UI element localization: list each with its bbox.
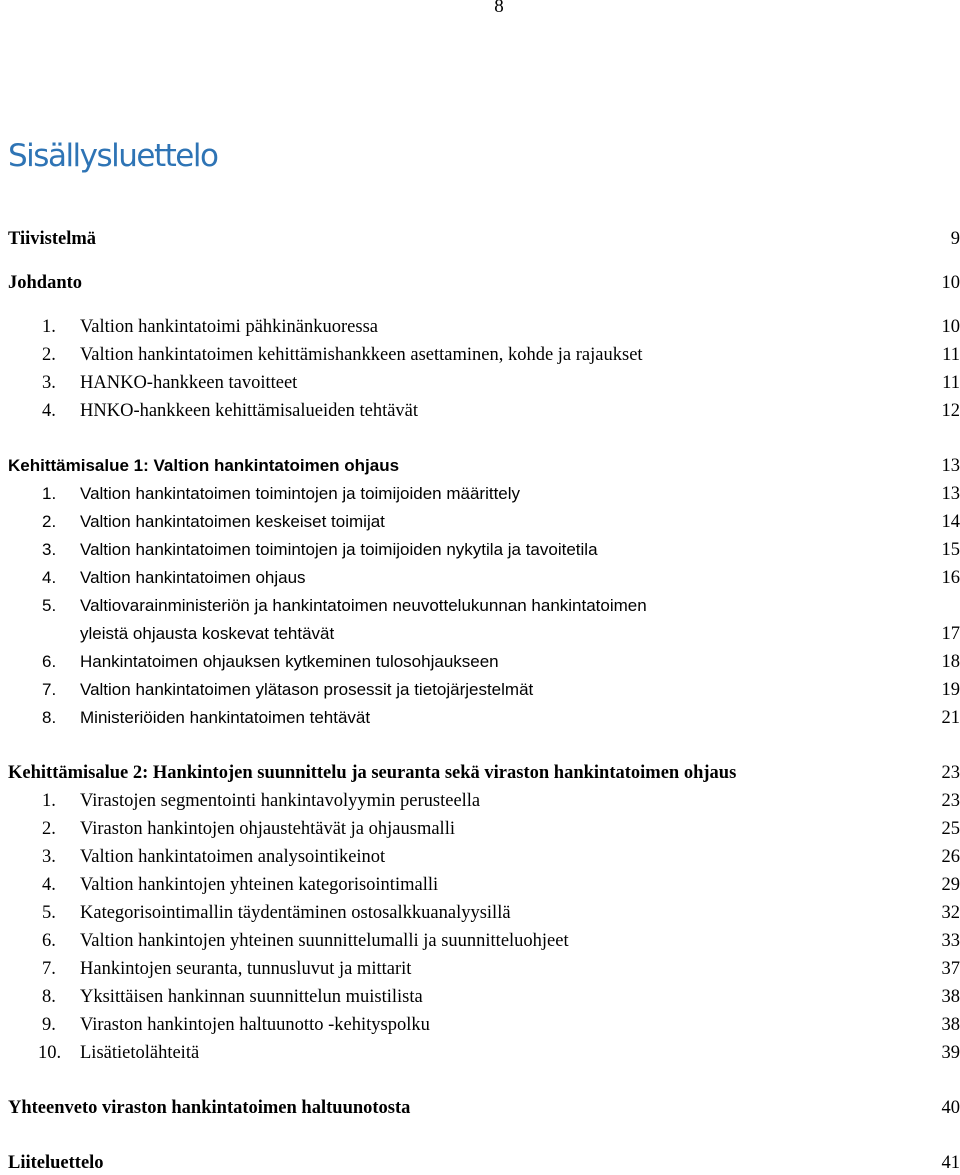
- toc-entry-page: 17: [942, 622, 960, 646]
- toc-entry[interactable]: [0, 566, 960, 590]
- toc-entry-number: 3.: [42, 845, 56, 869]
- toc-entry-page: 13: [942, 454, 960, 478]
- toc-entry-label: Valtion hankintatoimen ylätason prosessit ja tietojärjestelmät: [80, 678, 533, 702]
- toc-entry[interactable]: [0, 315, 960, 339]
- toc-entry-number: 4.: [42, 873, 56, 897]
- toc-entry-number: 5.: [42, 901, 56, 925]
- toc-entry[interactable]: [0, 650, 960, 674]
- toc-entry-appendices[interactable]: [0, 1151, 960, 1175]
- toc-entry-page: 13: [942, 482, 960, 506]
- toc-entry-number: 10.: [38, 1041, 61, 1065]
- toc-entry-page: 23: [942, 789, 960, 813]
- toc-entry-page: 11: [942, 343, 960, 367]
- toc-entry[interactable]: [0, 538, 960, 562]
- toc-entry[interactable]: [0, 510, 960, 534]
- toc-entry-page: 41: [942, 1151, 960, 1175]
- toc-entry-continuation[interactable]: [0, 622, 960, 646]
- toc-entry-page: 12: [942, 399, 960, 423]
- toc-entry-page: 23: [942, 761, 960, 785]
- toc-entry[interactable]: [0, 957, 960, 981]
- toc-entry-label: Lisätietolähteitä: [80, 1041, 199, 1065]
- page-number: 8: [0, 0, 960, 18]
- toc-entry-number: 9.: [42, 1013, 56, 1037]
- toc-entry-label: Valtion hankintatoimen toimintojen ja toimijoiden määrittely: [80, 482, 520, 506]
- toc-entry[interactable]: [0, 817, 960, 841]
- toc-entry-number: 4.: [42, 399, 56, 423]
- toc-entry-number: 2.: [42, 343, 56, 367]
- toc-entry-page: 37: [942, 957, 960, 981]
- toc-entry[interactable]: [0, 789, 960, 813]
- toc-entry-abstract[interactable]: [0, 227, 960, 251]
- toc-entry-label: Valtion hankintojen yhteinen suunnittelumalli ja suunnitteluohjeet: [80, 929, 569, 953]
- toc-entry[interactable]: [0, 594, 960, 618]
- toc-entry-label: Valtion hankintatoimen kehittämishankkeen asettaminen, kohde ja rajaukset: [80, 343, 643, 367]
- toc-entry-label: Viraston hankintojen haltuunotto -kehityspolku: [80, 1013, 430, 1037]
- toc-entry-label: Virastojen segmentointi hankintavolyymin perusteella: [80, 789, 480, 813]
- toc-entry-page: 18: [942, 650, 960, 674]
- toc-entry-label: Johdanto: [8, 271, 82, 295]
- toc-entry-label: Viraston hankintojen ohjaustehtävät ja ohjausmalli: [80, 817, 455, 841]
- toc-entry[interactable]: [0, 399, 960, 423]
- toc-entry-number: 7.: [42, 678, 56, 702]
- toc-entry-page: 38: [942, 1013, 960, 1037]
- toc-entry-label: Valtiovarainministeriön ja hankintatoimen neuvottelukunnan hankintatoimen: [80, 594, 647, 618]
- toc-entry[interactable]: [0, 678, 960, 702]
- toc-entry-number: 6.: [42, 929, 56, 953]
- toc-entry-page: 15: [942, 538, 960, 562]
- toc-entry-page: 9: [951, 227, 960, 251]
- toc-entry-page: 16: [942, 566, 960, 590]
- toc-entry[interactable]: [0, 343, 960, 367]
- toc-entry[interactable]: [0, 929, 960, 953]
- toc-entry[interactable]: [0, 1013, 960, 1037]
- toc-entry-summary[interactable]: [0, 1096, 960, 1120]
- toc-entry-number: 7.: [42, 957, 56, 981]
- toc-entry-page: 40: [942, 1096, 960, 1120]
- toc-entry-page: 21: [942, 706, 960, 730]
- toc-entry[interactable]: [0, 985, 960, 1009]
- toc-entry-number: 1.: [42, 315, 56, 339]
- toc-entry[interactable]: [0, 482, 960, 506]
- toc-entry-number: 4.: [42, 566, 56, 590]
- toc-entry-page: 29: [942, 873, 960, 897]
- toc-entry-page: 14: [942, 510, 960, 534]
- toc-entry-page: 11: [942, 371, 960, 395]
- toc-entry-introduction[interactable]: [0, 271, 960, 295]
- toc-entry-page: 26: [942, 845, 960, 869]
- toc-entry-label: Yhteenveto viraston hankintatoimen haltuunotosta: [8, 1096, 410, 1120]
- toc-entry-page: 10: [942, 315, 960, 339]
- toc-entry-number: 2.: [42, 817, 56, 841]
- toc-entry-page: 19: [942, 678, 960, 702]
- toc-entry-label: Yksittäisen hankinnan suunnittelun muistilista: [80, 985, 423, 1009]
- toc-entry-label: Hankintatoimen ohjauksen kytkeminen tulosohjaukseen: [80, 650, 499, 674]
- toc-entry-label: Valtion hankintatoimi pähkinänkuoressa: [80, 315, 378, 339]
- toc-entry-page: 33: [942, 929, 960, 953]
- toc-entry-label: HANKO-hankkeen tavoitteet: [80, 371, 297, 395]
- toc-section-development-area-2[interactable]: [0, 761, 960, 785]
- toc-entry-label: Valtion hankintatoimen ohjaus: [80, 566, 306, 590]
- page-title: Sisällysluettelo: [8, 138, 217, 174]
- toc-entry-page: 38: [942, 985, 960, 1009]
- toc-entry-page: 25: [942, 817, 960, 841]
- toc-entry[interactable]: [0, 706, 960, 730]
- toc-entry-number: 5.: [42, 594, 56, 618]
- toc-entry-label: Hankintojen seuranta, tunnusluvut ja mittarit: [80, 957, 411, 981]
- toc-entry[interactable]: [0, 873, 960, 897]
- toc-entry-label: Liiteluettelo: [8, 1151, 104, 1175]
- toc-entry-page: 32: [942, 901, 960, 925]
- toc-entry-page: 10: [942, 271, 960, 295]
- toc-entry-number: 8.: [42, 985, 56, 1009]
- toc-entry-label: Valtion hankintojen yhteinen kategorisointimalli: [80, 873, 438, 897]
- toc-entry-label: Kehittämisalue 1: Valtion hankintatoimen ohjaus: [8, 454, 399, 478]
- toc-entry-page: 39: [942, 1041, 960, 1065]
- toc-entry[interactable]: [0, 901, 960, 925]
- toc-entry-label: Valtion hankintatoimen keskeiset toimijat: [80, 510, 385, 534]
- toc-entry-label: Valtion hankintatoimen analysointikeinot: [80, 845, 385, 869]
- toc-entry-label: Kehittämisalue 2: Hankintojen suunnittelu ja seuranta sekä viraston hankintatoimen ohjaus: [8, 761, 736, 785]
- toc-entry-label: Kategorisointimallin täydentäminen ostosalkkuanalyysillä: [80, 901, 511, 925]
- toc-entry-number: 3.: [42, 371, 56, 395]
- toc-entry-number: 3.: [42, 538, 56, 562]
- toc-entry-label: Tiivistelmä: [8, 227, 96, 251]
- toc-entry-number: 8.: [42, 706, 56, 730]
- toc-entry[interactable]: [0, 845, 960, 869]
- toc-entry[interactable]: [0, 371, 960, 395]
- toc-section-development-area-1[interactable]: [0, 454, 960, 478]
- toc-entry-label: Ministeriöiden hankintatoimen tehtävät: [80, 706, 370, 730]
- toc-entry-number: 2.: [42, 510, 56, 534]
- toc-entry-label: HNKO-hankkeen kehittämisalueiden tehtävät: [80, 399, 418, 423]
- toc-entry-label: Valtion hankintatoimen toimintojen ja toimijoiden nykytila ja tavoitetila: [80, 538, 598, 562]
- toc-entry[interactable]: [0, 1041, 960, 1065]
- toc-entry-number: 1.: [42, 482, 56, 506]
- toc-entry-number: 1.: [42, 789, 56, 813]
- toc-entry-label: yleistä ohjausta koskevat tehtävät: [80, 622, 334, 646]
- toc-entry-number: 6.: [42, 650, 56, 674]
